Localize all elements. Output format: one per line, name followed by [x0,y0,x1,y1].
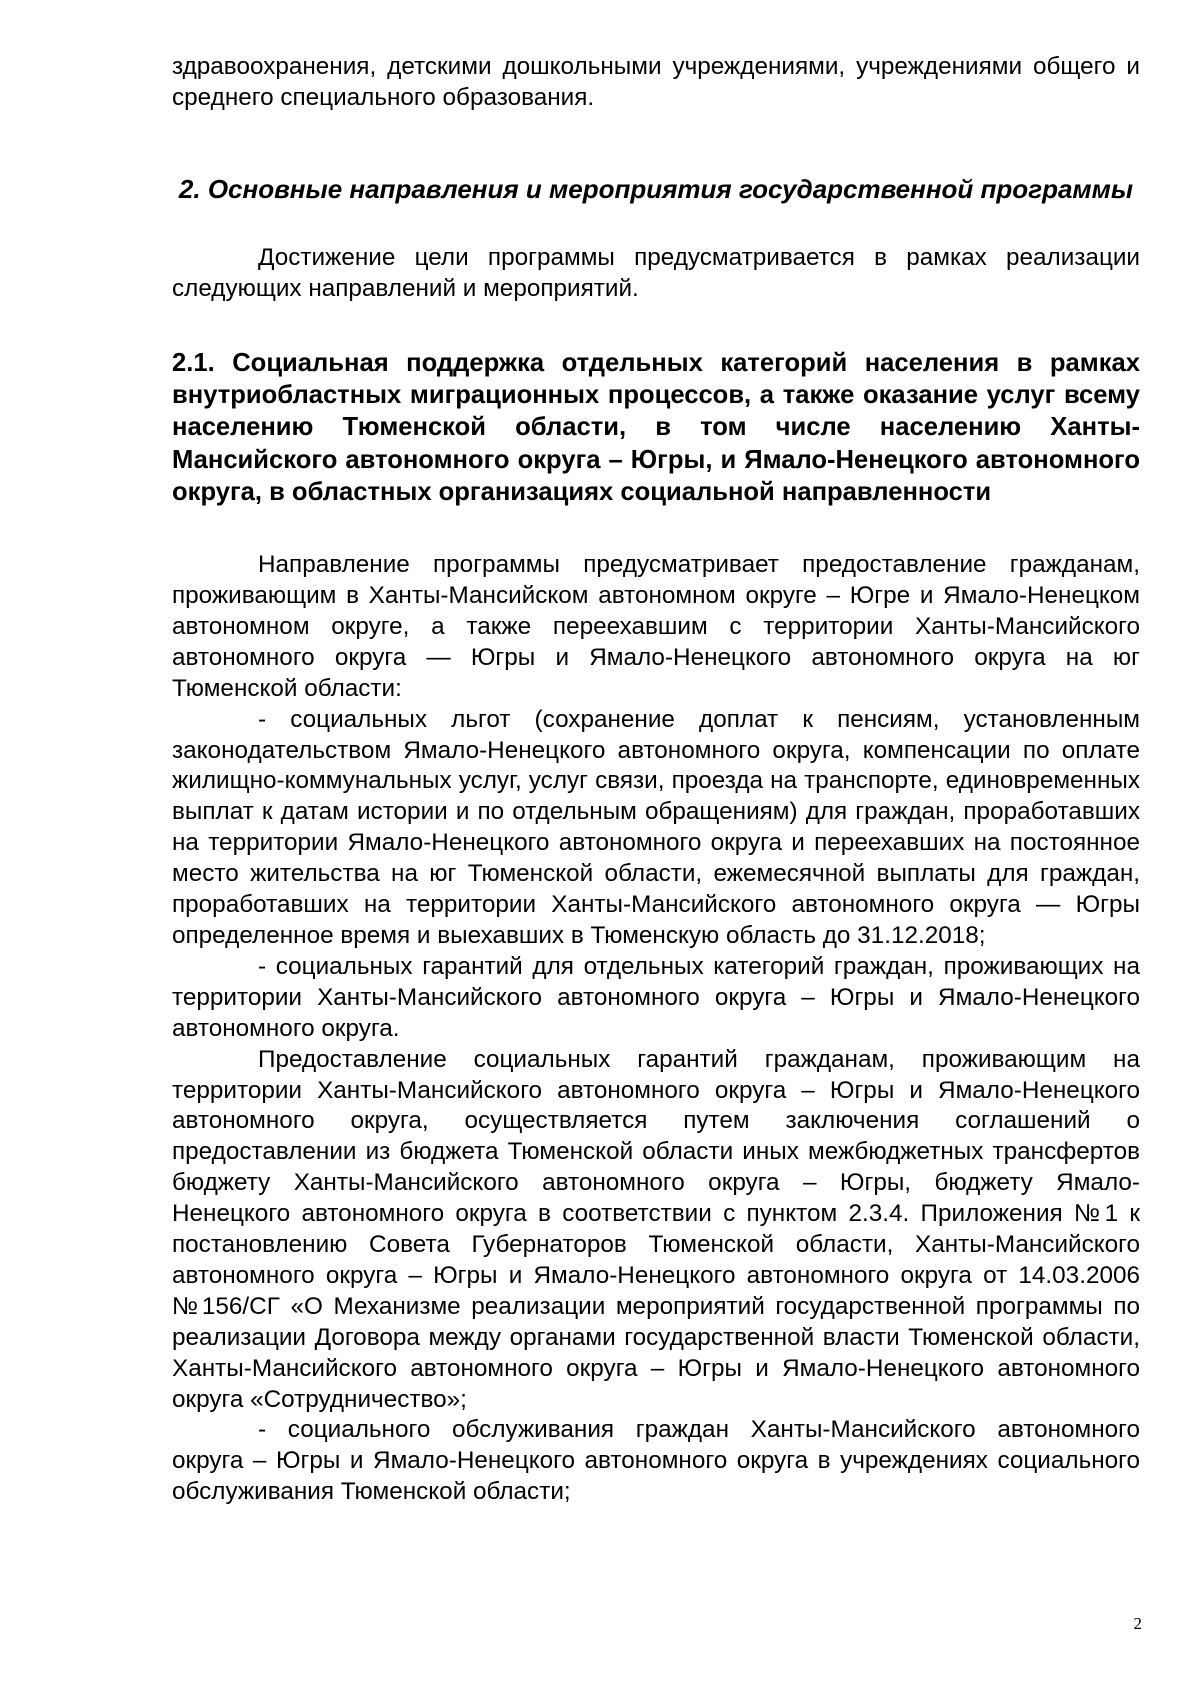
subsection-title: 2.1. Социальная поддержка отдельных категорий населения в рамках внутриобластных миграционных процессов, а также оказание услуг всему населению Тюменской области, в том числе населению Ханты-Мансийского автономного округа – Югры, и Ямало-Ненецкого автономного округа, в областных организациях социальной направленности [172,348,1140,506]
document-page [172,52,1140,1508]
carryover-paragraph: здравоохранения, детскими дошкольными учреждениями, учреждениями общего и среднего специального образования. [172,53,1140,111]
body-paragraph-2: - социальных льгот (сохранение доплат к пенсиям, установленным законодательством Ямало-Ненецкого автономного округа, компенсации по оплате жилищно-коммунальных услуг, услуг связи, проезда на транспорте, единовременных выплат к датам истории и по отдельным обращениям) для граждан, проработавших на территории Ямало-Ненецкого автономного округа и переехавших на постоянное место жительства на юг Тюменской области, ежемесячной выплаты для граждан, проработавших на территории Ханты-Мансийского автономного округа — Югры определенное время и выехавших в Тюменскую область до 31.12.2018; [172,705,1140,949]
body-paragraph-5: - социального обслуживания граждан Ханты-Мансийского автономного округа – Югры и Ямало-Ненецкого автономного округа в учреждениях социального обслуживания Тюменской области; [172,1416,1140,1506]
body-paragraph-4: Предоставление социальных гарантий гражданам, проживающим на территории Ханты-Мансийского автономного округа – Югры и Ямало-Ненецкого автономного округа, осуществляется путем заключения соглашений о предоставлении из бюджета Тюменской области иных межбюджетных трансфертов бюджету Ханты-Мансийского автономного округа – Югры, бюджету Ямало-Ненецкого автономного округа в соответствии с пунктом 2.3.4. Приложения №1 к постановлению Совета Губернаторов Тюменской области, Ханты-Мансийского автономного округа – Югры и Ямало-Ненецкого автономного округа от 14.03.2006 №156/СГ «О Механизме реализации мероприятий государственной программы по реализации Договора между органами государственной власти Тюменской области, Ханты-Мансийского автономного округа – Югры и Ямало-Ненецкого автономного округа «Сотрудничество»; [172,1045,1140,1413]
body-paragraph-3: - социальных гарантий для отдельных категорий граждан, проживающих на территории Ханты-Мансийского автономного округа – Югры и Ямало-Ненецкого автономного округа. [172,952,1140,1042]
body-paragraph-1: Направление программы предусматривает предоставление гражданам, проживающим в Ханты-Мансийском автономном округе – Югре и Ямало-Ненецком автономном округе, а также переехавшим с территории Ханты-Мансийского автономного округа — Югры и Ямало-Ненецкого автономного округа на юг Тюменской области: [172,551,1140,702]
page-number: 2 [1133,1614,1142,1633]
intro-paragraph: Достижение цели программы предусматривается в рамках реализации следующих направлений и мероприятий. [172,243,1140,302]
section-title: 2. Основные направления и мероприятия государственной программы [178,173,1134,204]
